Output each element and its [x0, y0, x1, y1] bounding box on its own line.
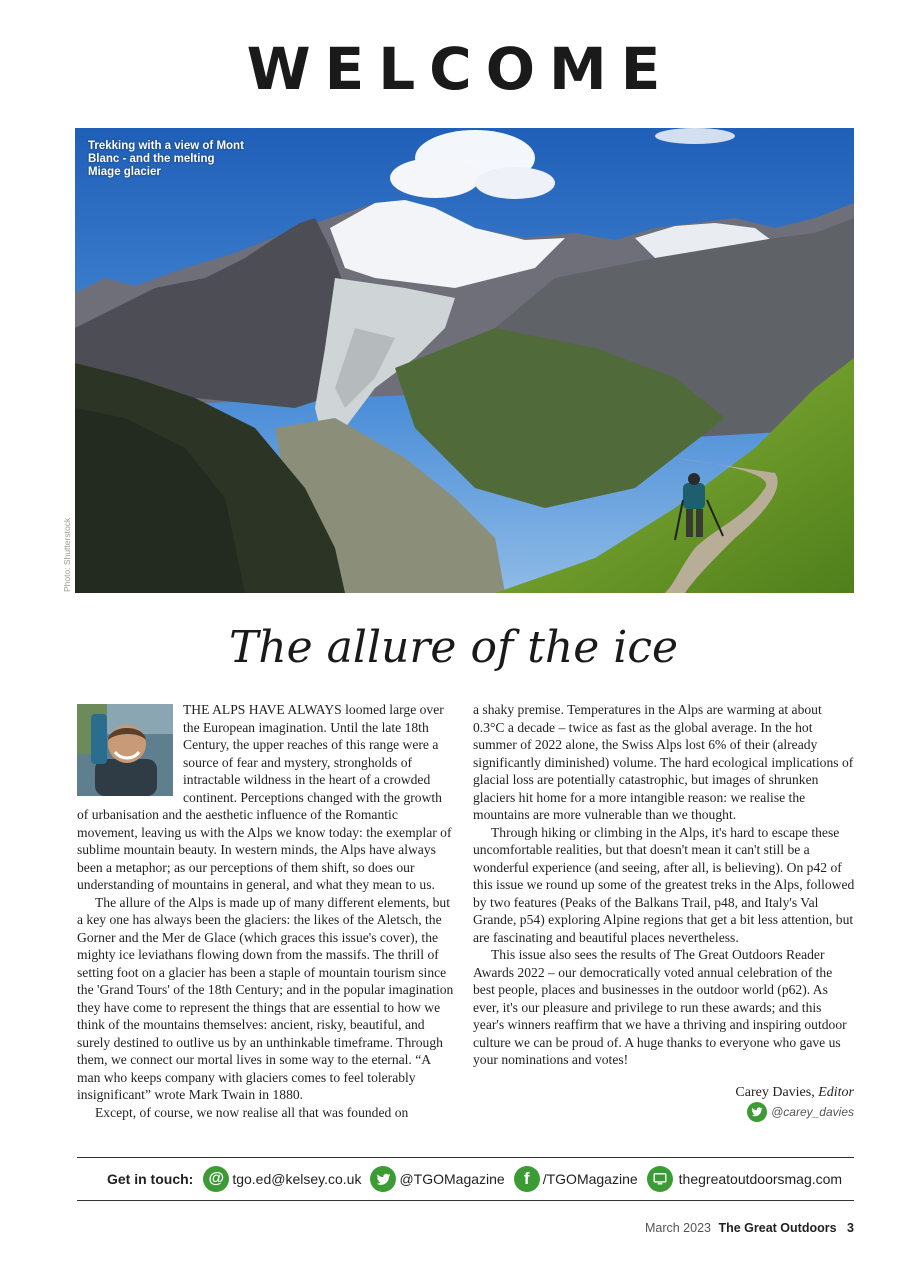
email-text: tgo.ed@kelsey.co.uk: [232, 1171, 362, 1187]
contact-label: Get in touch:: [107, 1171, 194, 1187]
monitor-icon: [647, 1166, 673, 1192]
body-paragraph: Except, of course, we now realise all that was founded on: [95, 1104, 409, 1120]
body-paragraph: This issue also sees the results of The Great Outdoors Reader Awards 2022 – our democratically voted annual celebration of the best people, places and businesses in the outdoor world (p62). As ever, it's our pleasure and privilege to run these awards; and this year's winners reaffirm that we have a thriving and inspiring outdoor culture we can be proud of. A huge thanks to everyone who gave us your nominations and votes!: [473, 947, 847, 1067]
article-column-right: [473, 701, 855, 1069]
magazine-name: The Great Outdoors: [718, 1221, 837, 1235]
contact-twitter[interactable]: [370, 1166, 504, 1192]
email-at-icon: @: [203, 1166, 229, 1192]
twitter-icon: [747, 1102, 767, 1122]
website-text: thegreatoutdoorsmag.com: [678, 1171, 843, 1187]
contact-website[interactable]: [647, 1166, 842, 1192]
contact-email[interactable]: [203, 1166, 361, 1192]
body-paragraph: The allure of the Alps is made up of many different elements, but a key one has always been the glaciers: the likes of the Aletsch, the Gorner and the Mer de Glace (which graces this issue's cover), the mighty ice leviathans flowing down from the massifs. The thrill of setting foot on a glacier has been a staple of mountain tourism since the 'Grand Tours' of the 18th Century; and in the popular imagination they have come to represent the things that are essential to how we think of the mountains themselves: ancient, risky, beautiful, and surely destined to outlive us by an unthinkable timeframe. Through them, we connect our mortal lives in some way to the eternal. “A man who keeps company with glaciers comes to feel tolerably insignificant” wrote Mark Twain in 1880.: [77, 894, 454, 1102]
hero-photo: [75, 128, 854, 593]
editor-signature: [735, 1084, 854, 1102]
facebook-text: /TGOMagazine: [542, 1171, 638, 1187]
page-title: WELCOME: [246, 35, 675, 103]
page-footer: [645, 1221, 854, 1235]
body-paragraph: a shaky premise. Temperatures in the Alps are warming at about 0.3°C a decade – twice as fast as the global average. In the hot summer of 2022 alone, the Swiss Alps lost 6% of their (already significantly diminished) volume. The hard ecological implications of glacial loss are potentially catastrophic, but images of shrunken glaciers hit home for a more intangible reason: we realise the mountains are more vulnerable than we thought.: [473, 702, 854, 822]
photo-credit: Photo: Shutterstock: [62, 517, 72, 592]
body-paragraph: Through hiking or climbing in the Alps, it's hard to escape these uncomfortable realities, but that doesn't mean it can't still be a wonderful experience (and seeing, after all, is believing). On p42 of this issue we round up some of the greatest treks in the Alps, followed by two features (Peaks of the Balkans Trail, p48, and Italy's Val Grande, p54) exploring Alpine regions that get a bit less attention, but are fascinating and beautiful places nevertheless.: [473, 824, 855, 945]
editor-role: Editor: [818, 1085, 854, 1100]
editor-name: Carey Davies,: [735, 1085, 815, 1100]
editor-twitter[interactable]: [747, 1102, 854, 1122]
page-number: 3: [847, 1221, 854, 1235]
editor-handle: @carey_davies: [771, 1105, 854, 1119]
mountain-landscape-image: [75, 128, 854, 593]
author-photo: [77, 704, 173, 796]
twitter-icon: [370, 1166, 396, 1192]
body-paragraph: THE ALPS HAVE ALWAYS loomed large over the European imagination. Until the late 18th Century, the upper reaches of this range were a source of fear and mystery, strongholds of intractable wildness in the heart of a crowded continent. Perceptions changed with the growth of urbanisation and the aesthetic influence of the Romantic movement, leaving us with the Alps we know today: the exemplar of sublime mountain beauty. In western minds, the Alps have always been a metaphor; as our perceptions of them shift, so does our understanding of mountains in general, and what they mean to us.: [77, 702, 452, 892]
hero-caption: Trekking with a view of Mont Blanc - and the melting Miage glacier: [88, 140, 244, 178]
issue-date: March 2023: [644, 1221, 711, 1235]
article-column-left: [77, 701, 455, 1121]
contact-bar: [77, 1157, 854, 1201]
article-headline: The allure of the ice: [228, 622, 679, 673]
contact-facebook[interactable]: [514, 1166, 638, 1192]
facebook-icon: f: [514, 1166, 540, 1192]
twitter-text: @TGOMagazine: [399, 1171, 505, 1187]
